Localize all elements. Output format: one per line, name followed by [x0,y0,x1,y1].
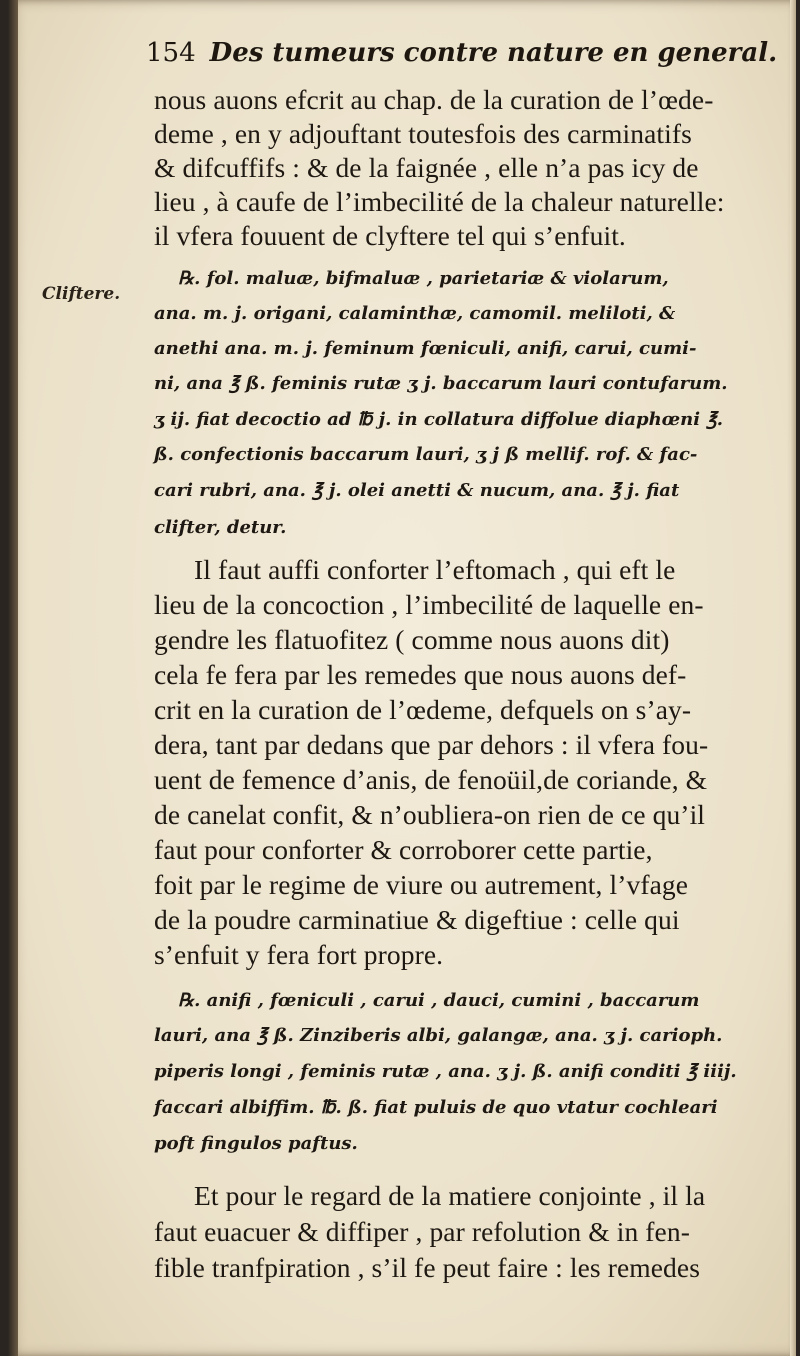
recipe-line: ß. confectionis baccarum lauri, ʒ j ß mellif. rof. & fac- [154,444,698,465]
recipe-line: ana. m. j. origani, calaminthæ, camomil. meliloti, & [154,303,676,324]
book-page [8,0,796,1356]
text-line: foit par le regime de viure ou autrement, l’vfage [154,869,689,900]
text-line: lieu , à caufe de l’imbecilité de la chaleur naturelle: [154,186,725,217]
text-line: Et pour le regard de la matiere conjointe , il la [194,1180,706,1211]
text-line: uent de femence d’anis, de fenoüil,de coriande, & [154,764,708,795]
text-line: fible tranfpiration , s’il fe peut faire : les remedes [154,1252,701,1283]
text-line: de la poudre carminatiue & digeftiue : celle qui [154,904,680,935]
page-number: 154 [146,38,196,68]
book-gutter [8,0,18,1356]
recipe-line: piperis longi , feminis rutæ , ana. ʒ j. ß. anifi conditi ℥ iiij. [154,1061,737,1082]
recipe-line: clifter, detur. [154,517,287,538]
recipe-line: ni, ana ℥ ß. feminis rutæ ʒ j. baccarum lauri contufarum. [154,373,728,394]
recipe-line: poft fingulos paftus. [154,1133,358,1154]
recipe-line: ʒ ij. fiat decoctio ad ℔ j. in collatura diffolue diaphœni ℥. [154,409,724,430]
text-line: faut euacuer & diffiper , par refolution & in fen- [154,1216,690,1247]
running-title: Des tumeurs contre nature en general. [209,38,778,68]
text-line: s’enfuit y fera fort propre. [154,939,444,970]
page-edge [790,0,796,1356]
recipe-line: anethi ana. m. j. feminum fœniculi, anifi, carui, cumi- [154,338,697,359]
text-line: dera, tant par dedans que par dehors : il vfera fou- [154,729,709,760]
recipe-line: cari rubri, ana. ℥ j. olei anetti & nucum, ana. ℥ j. fiat [154,480,680,501]
recipe-line: ℞. anifi , fœniculi , carui , dauci, cumini , baccarum [178,990,700,1011]
text-line: lieu de la concoction , l’imbecilité de laquelle en- [154,589,704,620]
text-line: & difcuffifs : & de la faignée , elle n’a pas icy de [154,152,699,183]
recipe-line: ℞. fol. maluæ, bifmaluæ , parietariæ & violarum, [178,268,669,289]
text-line: de canelat confit, & n’oubliera-on rien de ce qu’il [154,799,706,830]
text-line: il vfera fouuent de clyftere tel qui s’enfuit. [154,220,626,251]
text-line: faut pour conforter & corroborer cette partie, [154,834,653,865]
recipe-line: faccari albiffim. ℔. ß. fiat puluis de quo vtatur cochleari [154,1097,718,1118]
text-line: deme , en y adjouftant toutesfois des carminatifs [154,118,692,149]
text-line: Il faut auffi conforter l’eftomach , qui eft le [194,554,676,585]
text-line: nous auons efcrit au chap. de la curation de l’œde- [154,84,714,115]
text-line: crit en la curation de l’œdeme, defquels on s’ay- [154,694,692,725]
margin-note: Cliftere. [42,284,121,304]
page-header [146,38,786,82]
text-line: cela fe fera par les remedes que nous auons def- [154,659,687,690]
recipe-line: lauri, ana ℥ ß. Zinziberis albi, galangæ, ana. ʒ j. carioph. [154,1025,723,1046]
text-line: gendre les flatuofitez ( comme nous auons dit) [154,624,670,655]
